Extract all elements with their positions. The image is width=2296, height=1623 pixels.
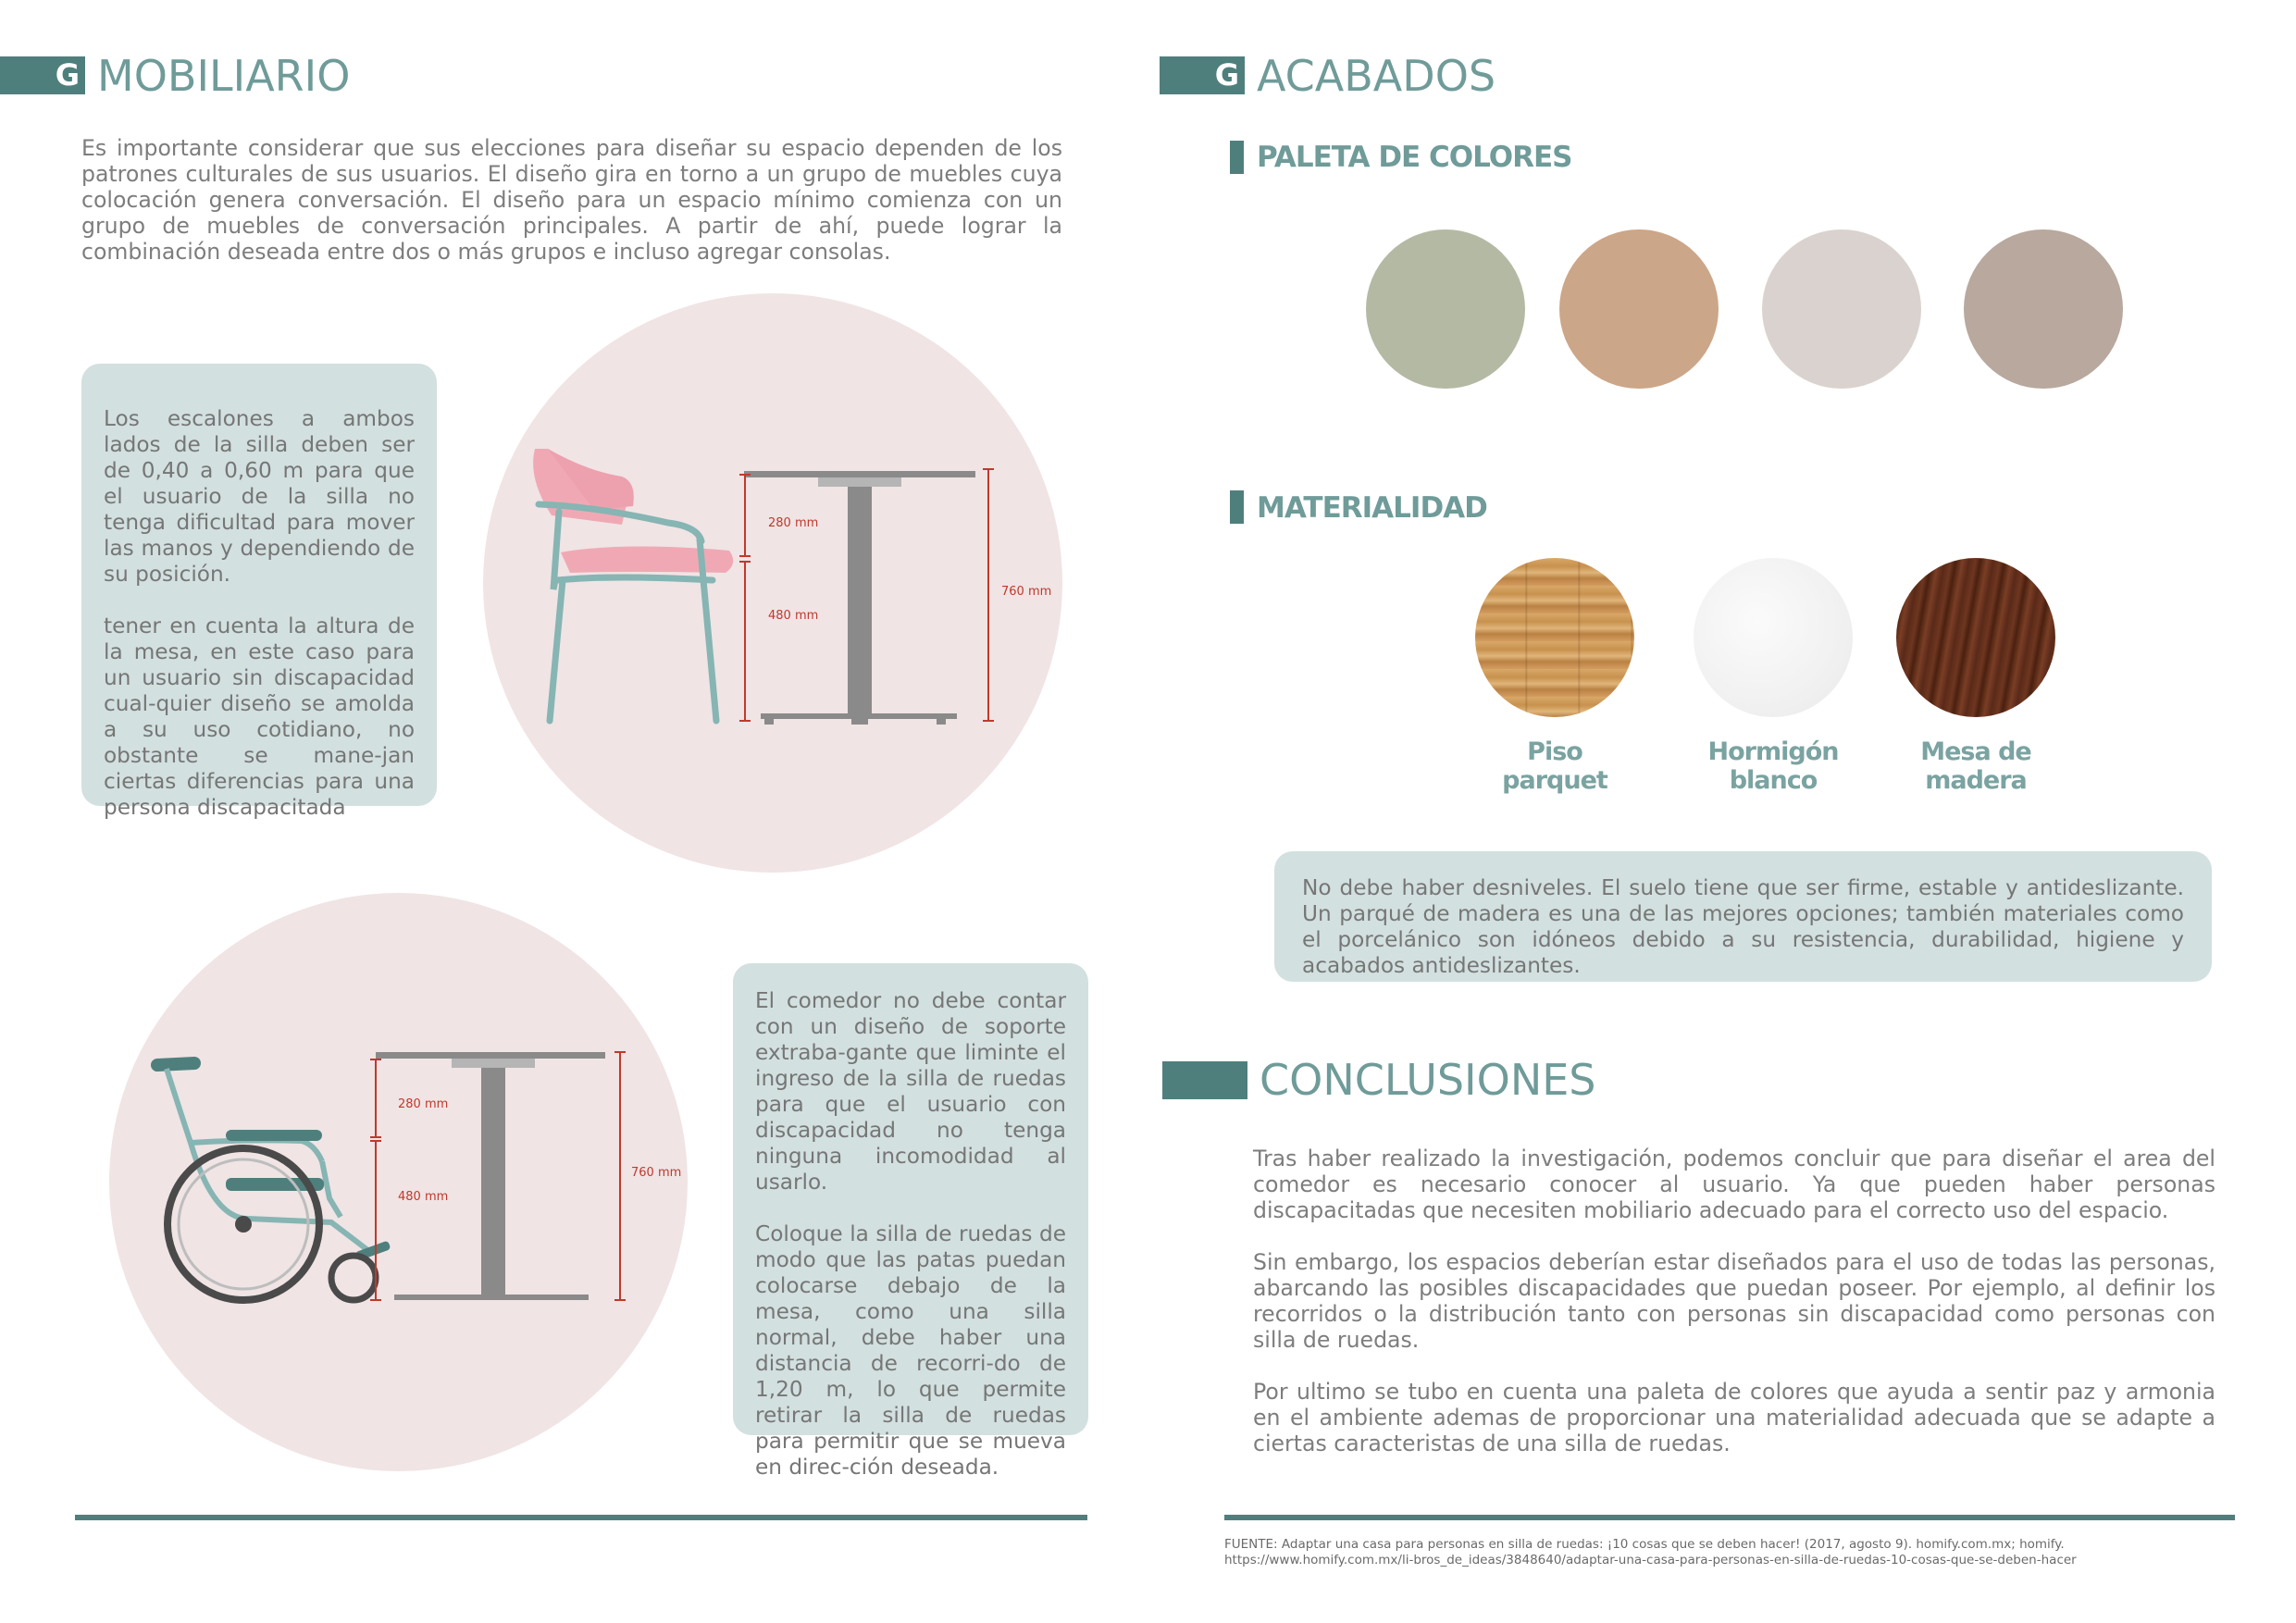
info-box-chair [81,364,437,820]
conclusion-paragraph-2: Sin embargo, los espacios deberían estar diseñados para el uso de todas las personas, abarcando las posibles discapacidades que puedan poseer. Por ejemplo, al definir los recorridos o la distribución tanto con personas sin discapacidad como personas con silla de ruedas. [1253,1249,2215,1353]
conclusion-paragraph-1: Tras haber realizado la investigación, podemos concluir que para diseñar el area del comedor es necesario conocer al usuario. Ya que pueden haber personas discapacitadas que necesiten mobiliario adecuado para el correcto uso del espacio. [1253,1146,2215,1223]
section-tag-conclusiones [1162,1061,1247,1099]
dimension-label-total: 760 mm [1001,585,1052,599]
dimension-label-lower: 480 mm [768,609,819,623]
floor-note-box [1274,851,2212,982]
info-box-chair-text-1: Los escalones a ambos lados de la silla deben ser de 0,40 a 0,60 m para que el usuario de la silla no tenga dificultad para mover las manos y dependiendo de su posición. [104,406,415,587]
color-swatch-light-gray [1762,229,1921,389]
material-label-concrete-line1: Hormigón [1707,737,1839,766]
wood-parquet-swatch [1475,558,1634,717]
info-box-wheelchair-text-2: Coloque la silla de ruedas de modo que las patas puedan colocarse debajo de la mesa, como una silla normal, debe haber una distancia de recorri-do de 1,20 m, lo que permite retirar la silla de ruedas para permitir que se mueva en direc-ción deseada. [755,1221,1066,1480]
right-footer-rule [1224,1515,2235,1520]
info-box-wheelchair-text-1: El comedor no debe contar con un diseño de soporte extraba-gante que liminte el ingreso de la silla de ruedas para que el usuario con discapacidad no tenga ninguna incomodidad al usarlo. [755,988,1066,1195]
info-box-wheelchair [733,963,1088,1480]
wheelchair-table-diagram [109,893,688,1471]
page-title-mobiliario: MOBILIARIO [97,51,351,101]
white-concrete-swatch [1694,558,1853,717]
intro-paragraph: Es importante considerar que sus elecciones para diseñar su espacio dependen de los patrones culturales de sus usuarios. El diseño gira en torno a un grupo de muebles cuya colocación genera conversación. El diseño para un espacio mínimo comienza con un grupo de muebles de conversación principales. A partir de ahí, puede lograr la combinación deseada entre dos o más grupos e incluso agregar consolas. [81,135,1062,265]
dimension-label-upper-2: 280 mm [398,1097,449,1111]
conclusions-title: CONCLUSIONES [1260,1055,1596,1105]
palette-heading: PALETA DE COLORES [1257,141,1572,174]
material-label-concrete [1671,737,1875,795]
material-heading: MATERIALIDAD [1257,491,1487,525]
color-swatch-tan [1559,229,1719,389]
info-box-chair-text-2: tener en cuenta la altura de la mesa, en este caso para un usuario sin discapacidad cual-quier diseño se amolda a su uso cotidiano, no obstante se mane-jan ciertas diferencias para una persona discapacitada [104,613,415,820]
dimension-label-total-2: 760 mm [631,1166,682,1180]
chair-icon [533,449,733,721]
wheelchair-icon [157,1063,391,1300]
color-swatch-taupe [1964,229,2123,389]
material-label-parquet-line2: parquet [1502,766,1607,795]
left-footer-rule [75,1515,1087,1520]
material-label-parquet [1453,737,1657,795]
section-letter-acabados: G [1214,57,1239,93]
floor-note-text: No debe haber desniveles. El suelo tiene que ser firme, estable y antideslizante. Un parqué de madera es una de las mejores opciones; también materiales como el porcelánico son idóneos debido a su resistencia, durabilidad, higiene y acabados antideslizantes. [1302,875,2184,978]
material-label-parquet-line1: Piso [1527,737,1582,766]
material-heading-bar [1230,490,1244,524]
section-letter-mobiliario: G [55,57,80,93]
page-title-acabados: ACABADOS [1257,51,1496,101]
table-icon [744,471,975,725]
dark-wood-swatch [1896,558,2055,717]
table-icon-2 [376,1052,605,1300]
dimension-label-upper: 280 mm [768,516,819,530]
chair-table-diagram [483,293,1062,873]
palette-heading-bar [1230,141,1244,174]
dimension-label-lower-2: 480 mm [398,1190,449,1204]
material-label-wood [1874,737,2078,795]
source-citation: FUENTE: Adaptar una casa para personas en silla de ruedas: ¡10 cosas que se deben hacer! (2017, agosto 9). homify.com.mx; homify. https://www.homify.com.mx/li-bros_de_ideas/3848640/adaptar-una-casa-para-personas-en-silla-de-ruedas-10-cosas-que-se-deben-hacer [1224,1537,2077,1567]
material-label-wood-line2: madera [1925,766,2027,795]
material-label-concrete-line2: blanco [1729,766,1818,795]
conclusions-body [1253,1146,2215,1456]
color-swatch-sage [1366,229,1525,389]
conclusion-paragraph-3: Por ultimo se tubo en cuenta una paleta de colores que ayuda a sentir paz y armonia en el ambiente ademas de proporcionar una materialidad adecuada que se adapte a ciertas caracteristas de una silla de ruedas. [1253,1379,2215,1456]
material-label-wood-line1: Mesa de [1920,737,2031,766]
